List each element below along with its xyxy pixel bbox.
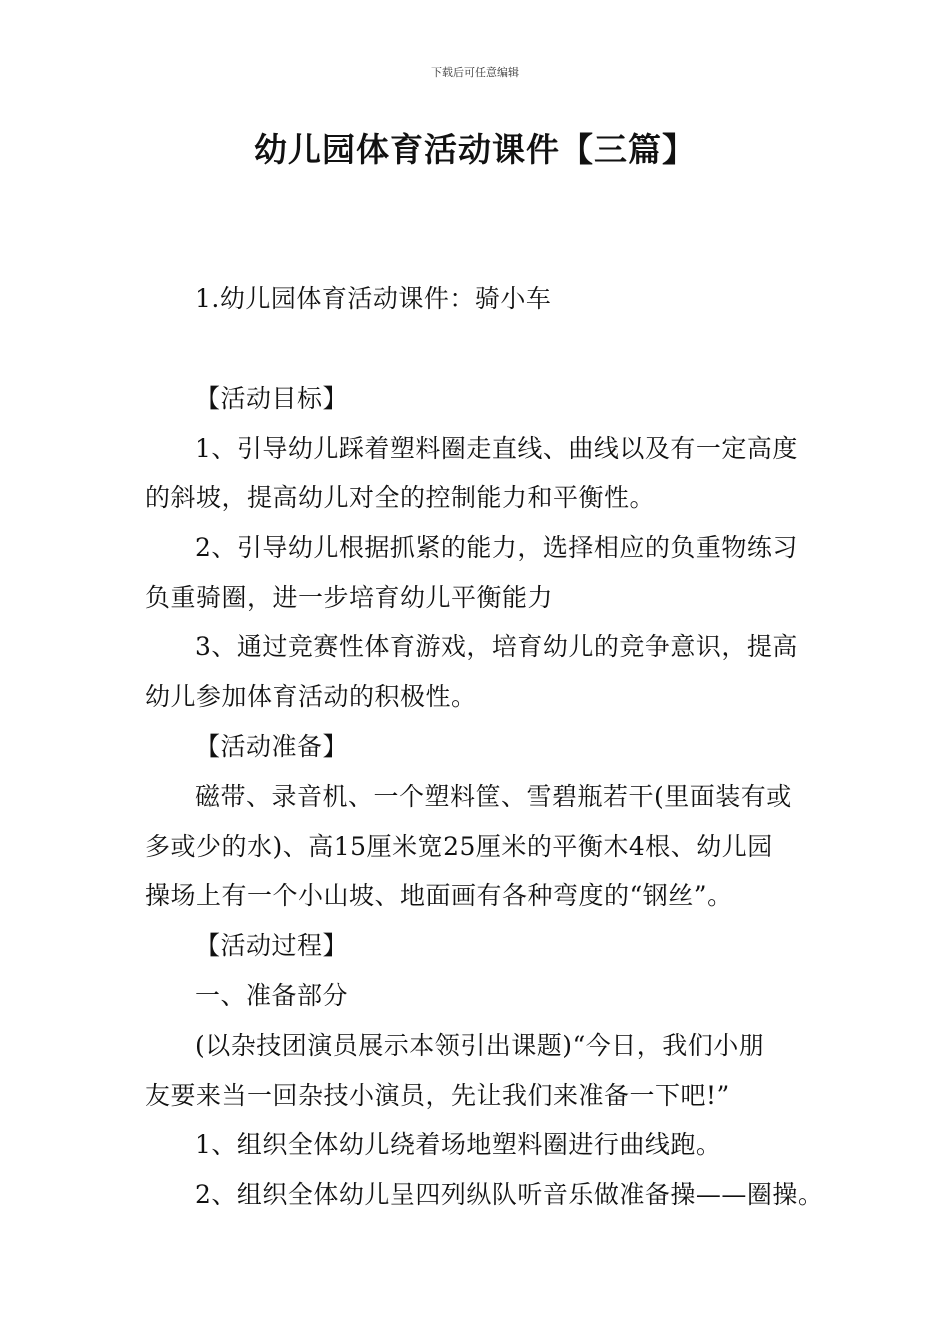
goal-1-line-2: 的斜坡，提高幼儿对全的控制能力和平衡性。	[145, 483, 656, 512]
goal-2-line-1: 2、引导幼儿根据抓紧的能力，选择相应的负重物练习	[195, 533, 798, 562]
goal-3-line-1: 3、通过竞赛性体育游戏，培育幼儿的竞争意识，提高	[195, 632, 798, 661]
activity-goals-heading: 【活动目标】	[195, 384, 349, 413]
goal-2-line-2: 负重骑圈，进一步培育幼儿平衡能力	[145, 583, 554, 612]
header-note: 下载后可任意编辑	[431, 66, 519, 79]
preparation-line-3: 操场上有一个小山坡、地面画有各种弯度的“钢丝”。	[145, 881, 733, 910]
goal-1-line-1: 1、引导幼儿踩着塑料圈走直线、曲线以及有一定高度	[195, 434, 798, 463]
activity-preparation-heading: 【活动准备】	[195, 732, 349, 761]
process-step-2: 2、组织全体幼儿呈四列纵队听音乐做准备操——圈操。	[195, 1180, 824, 1209]
preparation-part-heading: 一、准备部分	[195, 981, 349, 1010]
intro-line-2: 友要来当一回杂技小演员，先让我们来准备一下吧!”	[145, 1081, 730, 1110]
document-title: 幼儿园体育活动课件【三篇】	[254, 130, 696, 169]
intro-line-1: (以杂技团演员展示本领引出课题)“今日，我们小朋	[195, 1031, 765, 1060]
preparation-line-2: 多或少的水)、高15厘米宽25厘米的平衡木4根、幼儿园	[145, 832, 773, 861]
preparation-line-1: 磁带、录音机、一个塑料筐、雪碧瓶若干(里面装有或	[195, 782, 792, 811]
section-heading-1: 1.幼儿园体育活动课件：骑小车	[195, 284, 552, 313]
goal-3-line-2: 幼儿参加体育活动的积极性。	[145, 682, 477, 711]
process-step-1: 1、组织全体幼儿绕着场地塑料圈进行曲线跑。	[195, 1130, 722, 1159]
activity-process-heading: 【活动过程】	[195, 931, 349, 960]
